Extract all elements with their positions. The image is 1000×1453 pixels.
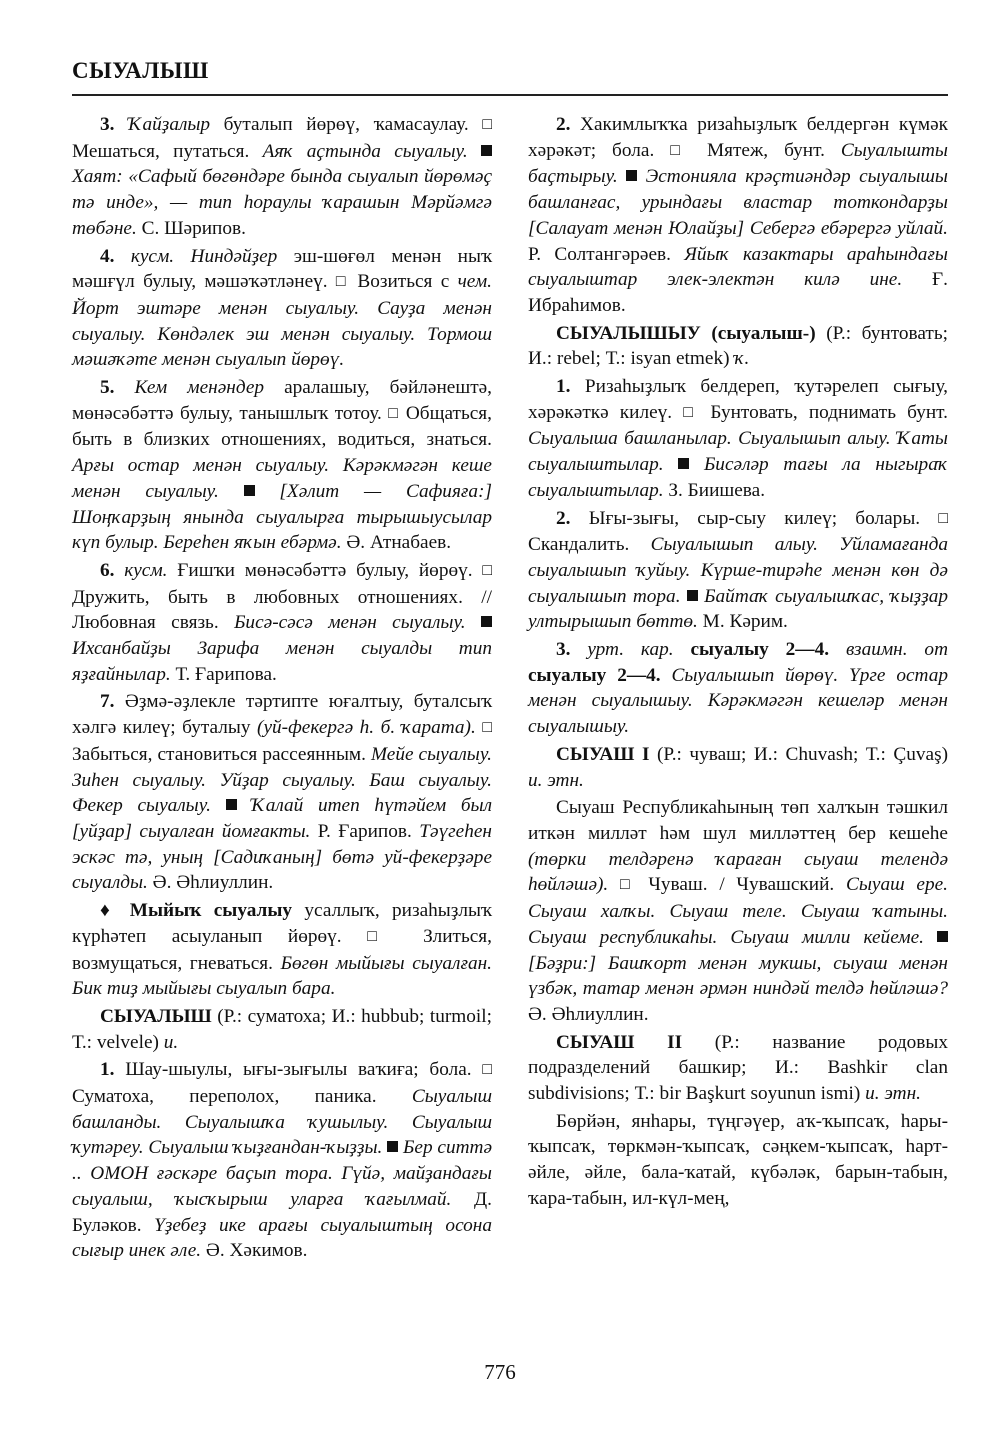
bold-text: 2. — [556, 114, 581, 135]
dictionary-paragraph — [72, 375, 492, 556]
bold-text: 6. — [100, 559, 125, 581]
text-run: М. Кәрим. — [697, 611, 788, 633]
translation-marker-icon: □ — [367, 927, 398, 945]
italic-text: Бер ситтә .. ОМОН ғәскәре баҫып тора. Гүйә, майҙандағы сыуалыш, ҡысҡырыш уларға ҡағылмай. — [72, 1137, 493, 1210]
italic-text: Сыуалыша башланылар. Сыуалышып алыу. Ҡаты сыуалыштылар. — [528, 428, 948, 476]
dictionary-paragraph — [72, 244, 492, 374]
bold-text: СЫУАШ I — [556, 743, 650, 765]
italic-text: и. этн. — [865, 1083, 921, 1105]
text-run — [618, 166, 626, 187]
text-run: Суматоха, переполох, паника. — [72, 1086, 412, 1108]
italic-text: Сыуалыш башланды. Сыуалышҡа ҡушылыу. Сыуалыш ҡутәреу. Сыуалыш ҡыҙғандан-ҡыҙҙы. — [72, 1086, 492, 1159]
text-run: Ә. Әһлиуллин. — [147, 872, 274, 894]
text-run: Забыться, становиться рассеянным. — [72, 743, 371, 765]
italic-text: [Хәлит — Сафияға:] Шоңҡарҙың янында сыуалырға тырышыусылар күп булыр. Береһен яҡын ебәрмә. — [72, 480, 492, 554]
italic-text: Эстонияла крәҫтиәндәр сыуалышы башланғас, урындағы властар тоткондарҙы [Салауат менән Юлайҙы] Себергә ебәрергә уйлай. — [528, 166, 948, 239]
text-run: Чуваш. / Чувашский. — [636, 874, 846, 896]
text-run — [701, 323, 712, 344]
translation-marker-icon: □ — [482, 116, 492, 133]
translation-marker-icon: □ — [482, 1061, 493, 1079]
text-run — [468, 141, 481, 162]
italic-text: Ихсанбайҙы Зарифа менән сыуалды тип яҙғайнылар. — [72, 638, 492, 685]
text-run — [924, 927, 937, 948]
text-run — [637, 166, 645, 187]
dictionary-paragraph — [528, 795, 948, 1027]
bold-text: 3. — [100, 114, 129, 135]
bold-text: 2. — [556, 507, 589, 529]
dictionary-paragraph — [528, 112, 948, 319]
text-run: Ә. Атнабаев. — [341, 532, 452, 554]
text-run: Ығы-зығы, сыр-сыу килеү; болары. — [588, 507, 939, 529]
italic-text: Сыуалышты баҫтырыу. — [528, 139, 948, 188]
text-run: Бунтовать, поднимать бунт. — [699, 401, 948, 423]
bold-text: СЫУАШ II — [556, 1031, 683, 1053]
italic-text: Байтаҡ сыуалышҡас, ҡыҙҙар ултырышып бөттө. — [528, 585, 948, 633]
text-run: Ғ. Ибраһимов. — [528, 269, 948, 316]
text-run — [689, 454, 704, 475]
running-head: СЫУАЛЫШ — [72, 58, 209, 83]
italic-text: Бөгөн мыйығы сыуалған. Бик тиҙ мыйығы сыуалып бара. — [72, 952, 492, 1000]
text-run — [664, 454, 679, 475]
idiom-marker-icon: ♦ — [100, 900, 130, 922]
example-marker-icon — [226, 799, 237, 810]
text-run — [466, 612, 481, 633]
text-run — [255, 481, 280, 502]
italic-text: Кем менәндер — [134, 377, 265, 399]
italic-text: и. — [163, 1031, 179, 1053]
dictionary-paragraph — [72, 1004, 492, 1055]
dictionary-paragraph — [528, 374, 948, 504]
text-run: Р. Ғарипов. — [310, 820, 420, 842]
example-marker-icon — [937, 931, 948, 942]
dictionary-paragraph — [528, 637, 948, 740]
italic-text: Бисәләр тағы ла ныгыраҡ сыуалыштылар. — [528, 454, 949, 501]
example-marker-icon — [481, 145, 492, 156]
italic-text: Мейе сыуалыу. Зиһен сыуалыу. Уйҙар сыуалыу. Баш сыуалыу. Фекер сыуалыу. — [72, 743, 492, 817]
text-run: Бөрйән, янһары, түңгәүер, аҡ-ҡыпсаҡ, һары-ҡыпсаҡ, төркмән-ҡыпсаҡ, сәңкем-ҡыпсаҡ, һарт-әйле, әйле, бала-ҡатай, күбәләк, барын-табын, ҡара-табын, ил-күл-мең, — [528, 1110, 948, 1209]
italic-text: Үҙебеҙ ике арағы сыуалыштың осона сығыр инек әле. — [72, 1214, 492, 1262]
italic-text: Ҡайҙалыр — [128, 114, 211, 135]
example-marker-icon — [687, 590, 698, 601]
italic-text: Сыуаш ере. Сыуаш халҡы. Сыуаш теле. Сыуаш ҡатыны. Сыуаш республикаһы. Сыуаш милли кейеме. — [528, 874, 948, 948]
bold-text: СЫУАЛЫШЫУ — [556, 322, 701, 344]
text-run: Әҙмә-әҙлекле тәртипте юғалтыу, буталсыҡ хәлгә килеү; буталыу — [72, 691, 492, 739]
example-marker-icon — [481, 616, 492, 627]
italic-text: и. этн. — [528, 769, 584, 791]
italic-text: Тәүгеһен эскәс тә, уның [Садиҡаның] бөтә уй-фекерҙәре сыуалды. — [72, 820, 492, 894]
text-run: Хакимлыҡҡа ризаһыҙлыҡ белдергән күмәк хәрәкәт; бола. — [528, 114, 948, 161]
text-run: Р. Солтангәрәев. — [528, 243, 685, 265]
page-number: 776 — [484, 1360, 516, 1384]
dictionary-paragraph — [528, 1109, 948, 1212]
text-run: Шау-шыулы, ығы-зығылы ваҡиға; бола. — [125, 1059, 483, 1081]
text-run — [219, 481, 244, 502]
header-rule — [72, 94, 948, 96]
italic-text: Ҡалай итеп һүтәйем был [уйҙар] сыуалған йомғакты. — [72, 795, 492, 842]
text-run: С. Шәрипов. — [136, 217, 246, 239]
text-run: Ризаһыҙлыҡ белдереп, ҡутәрелеп сығыу, хәрәкәткә килеү. — [528, 376, 948, 423]
bold-text: 3. — [556, 639, 588, 661]
translation-marker-icon: □ — [482, 719, 492, 737]
italic-text: (төрки телдәренә ҡараған сыуаш телендә һөйләшә). — [528, 848, 948, 896]
text-run: Ә. Хәкимов. — [201, 1240, 308, 1262]
text-run — [608, 874, 620, 895]
italic-text: кусм. Ниндәйҙер — [130, 245, 278, 267]
italic-text: Аяҡ аҫтында сыуалыу. — [262, 140, 468, 162]
italic-text: ҡ. — [734, 348, 750, 370]
bold-text: 4. — [100, 245, 131, 267]
bold-text: (сыуалыш-) — [711, 322, 816, 344]
text-run: эш-шөғөл менән ныҡ мәшғүл булыу, мәшәҡәтләнеү. — [72, 245, 492, 293]
bold-text: 7. — [100, 691, 125, 713]
example-marker-icon — [678, 458, 689, 469]
text-run: Т. Ғарипова. — [170, 663, 277, 685]
dictionary-paragraph — [72, 112, 492, 242]
left-column — [72, 112, 492, 1266]
text-run: Сыуаш Республикаһының төп халҡын тәшкил иткән милләт һәм шул милләттең бер кешеһе — [528, 797, 948, 844]
text-run — [829, 639, 846, 660]
text-run: буталып йөрөү, ҡамасаулау. — [210, 114, 483, 135]
italic-text: взаимн. от — [845, 639, 948, 661]
dictionary-paragraph — [72, 558, 492, 688]
bold-text: Мыйыҡ сыуалыу — [129, 900, 293, 922]
bold-text: 1. — [100, 1059, 126, 1081]
bold-text: сыуалыу 2—4. — [528, 664, 661, 686]
bold-text: 5. — [100, 377, 135, 399]
text-run — [674, 639, 691, 660]
translation-marker-icon: □ — [683, 403, 700, 421]
italic-text: [Бәҙри:] Башҡорт менән мукшы, сыуаш менән үзбәк, татар менән әрмән ниндәй телдә һөйләшә? — [528, 952, 948, 1000]
text-run: Д. Буләков. — [72, 1188, 492, 1236]
translation-marker-icon: □ — [388, 404, 400, 422]
translation-marker-icon: □ — [482, 561, 492, 579]
text-run: Злиться, возмущаться, гневаться. — [72, 925, 492, 974]
text-run: аралашыу, бәйләнештә, мөнәсәбәттә булыу, танышлыҡ тотоу. — [72, 377, 493, 424]
text-run: усаллыҡ, ризаһыҙлыҡ күрһәтеп асыуланып йөрөү. — [72, 900, 492, 947]
bold-text: СЫУАЛЫШ — [100, 1005, 212, 1027]
italic-text: урт. кар. — [587, 639, 674, 661]
text-run: (Р.: чуваш; И.: Chuvash; Т.: Çuvaş) — [649, 743, 949, 765]
example-marker-icon — [626, 170, 637, 181]
dictionary-paragraph — [72, 1057, 492, 1264]
text-run: (Р.: бунтовать; И.: rebel; Т.: isyan etmek) — [528, 322, 948, 370]
italic-text: Сыуалышып йөрөү. Үрге остар менән сыуалышыу. Кәрәкмәгән кешеләр менән сыуалышыу. — [528, 664, 948, 738]
text-run: Общаться, быть в близких отношениях, водиться, знаться. — [72, 402, 492, 451]
text-run — [211, 795, 226, 816]
text-run — [661, 665, 672, 686]
dictionary-paragraph — [528, 321, 948, 372]
dictionary-paragraph — [528, 742, 948, 793]
text-run: (Р.: суматоха; И.: hubbub; turmoil; Т.: velvele) — [72, 1005, 492, 1053]
translation-marker-icon: □ — [620, 876, 637, 894]
italic-text: Хаят: «Сафый бөгөндәре бында сыуалып йөрөмәҫ тә инде», — тип һораулы ҡарашын Мәрйәмгә төбәне. — [72, 166, 492, 239]
italic-text: Арғы остар менән сыуалыу. Кәрәкмәгән кеше менән сыуалыу. — [72, 455, 492, 502]
translation-marker-icon: □ — [335, 273, 350, 291]
example-marker-icon — [387, 1141, 398, 1152]
italic-text: Бисә-сәсә менән сыуалыу. — [234, 612, 466, 634]
text-run: Мешаться, путаться. — [72, 140, 263, 162]
text-run: Возиться с — [349, 271, 458, 293]
translation-marker-icon: □ — [670, 141, 692, 159]
bold-text: 1. — [556, 376, 585, 398]
text-run: Ғишҡи мөнәсәбәттә булыу, йөрөү. — [167, 559, 483, 581]
text-run: Скандалить. — [528, 534, 651, 556]
text-run: Дружить, быть в любовных отношениях. // Любовная связь. — [72, 586, 492, 634]
italic-text: (уй-фекергә һ. б. ҡарата). — [257, 717, 476, 739]
dictionary-paragraph — [72, 898, 492, 1002]
text-run: З. Биишева. — [663, 479, 766, 501]
text-run — [237, 795, 252, 816]
right-column — [528, 112, 948, 1214]
bold-text: сыуалыу 2—4. — [690, 639, 830, 661]
dictionary-paragraph — [528, 506, 948, 636]
italic-text: Сыуалышып алыу. Уйламағанда сыуалышып ҡуйыу. Күрше-тирәһе менән көн дә сыуалышып тора. — [528, 534, 948, 607]
dictionary-paragraph — [72, 689, 492, 896]
text-run: (Р.: название родовых подразделений башкир; И.: Bashkir clan subdivisions; Т.: bir Başkurt soyunun ismi) — [528, 1031, 949, 1105]
example-marker-icon — [244, 485, 255, 496]
text-run: Ә. Әһлиуллин. — [528, 1003, 649, 1025]
italic-text: чем. Йорт эштәре менән сыуалыу. Сауҙа менән сыуалыу. Көндәлек эш менән сыуалыу. Тормош мәшәҡәте менән сыуалып йөрөү. — [72, 271, 492, 371]
text-run: Мятеж, бунт. — [691, 139, 841, 161]
italic-text: Яйыҡ казактары араһындағы сыуалыштар элек-электән килә ине. — [528, 243, 948, 291]
italic-text: кусм. — [124, 559, 168, 581]
translation-marker-icon: □ — [938, 509, 948, 527]
dictionary-paragraph — [528, 1030, 948, 1107]
